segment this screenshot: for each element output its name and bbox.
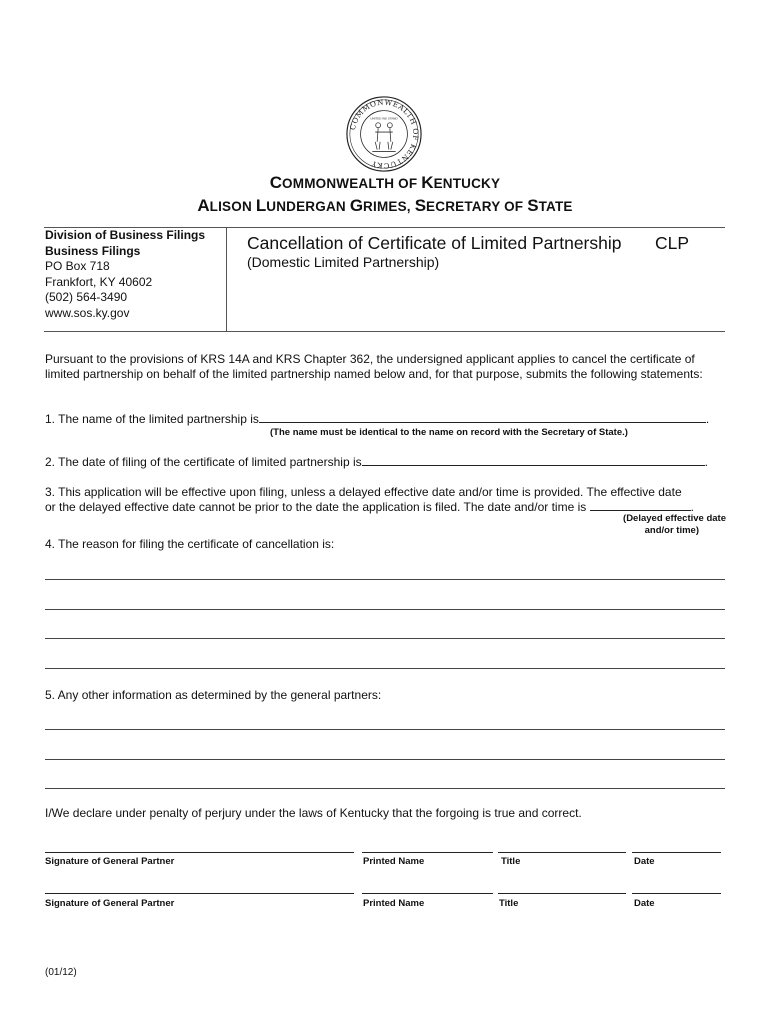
header-divider-vertical	[226, 228, 227, 332]
signature-label-2: Signature of General Partner	[45, 898, 175, 909]
title_line2_parts-rest-3: ECRETARY OF	[426, 199, 528, 214]
office-address-block	[45, 228, 205, 321]
item-4-label: 4. The reason for filing the certificate of cancellation is:	[45, 537, 335, 551]
printed-name-label-1: Printed Name	[363, 856, 425, 867]
title_line1_parts-cap-1: K	[421, 173, 434, 192]
date-label-2: Date	[634, 898, 655, 909]
printed-name-line-2[interactable]	[362, 893, 493, 894]
item-1-note: (The name must be identical to the name on record with the Secretary of State.)	[270, 427, 628, 438]
reason-line-1[interactable]	[45, 579, 725, 580]
date-line-2[interactable]	[632, 893, 721, 894]
item-2-period: .	[704, 455, 708, 469]
reason-line-2[interactable]	[45, 609, 725, 610]
reason-line-3[interactable]	[45, 638, 725, 639]
title-line-2[interactable]	[498, 893, 626, 894]
title_line1_parts-cap-0: C	[269, 173, 283, 192]
date-line-1[interactable]	[632, 852, 721, 853]
title_line2_parts-cap-3: S	[414, 196, 427, 215]
signature-line-1[interactable]	[45, 852, 354, 853]
phone-number: (502) 564-3490	[45, 290, 128, 304]
form-title: Cancellation of Certificate of Limited Partnership	[247, 233, 622, 253]
signature-line-2[interactable]	[45, 893, 354, 894]
item-3-period: .	[690, 500, 694, 514]
commonwealth-title	[0, 173, 770, 193]
title_line1_parts-rest-0: OMMONWEALTH OF	[282, 176, 422, 191]
header-divider-bottom	[44, 331, 725, 332]
item-3-line-1: 3. This application will be effective upon filing, unless a delayed effective date and/or time is provided. The effective date	[45, 485, 682, 499]
svg-text:COMMONWEALTH OF KENTUCKY: COMMONWEALTH OF KENTUCKY	[348, 97, 421, 171]
title-label-2: Title	[499, 898, 519, 909]
form-code: CLP	[655, 233, 690, 253]
title_line2_parts-rest-2: RIMES,	[363, 199, 415, 214]
item-2-label: 2. The date of filing of the certificate of limited partnership is	[45, 455, 362, 469]
date-label-1: Date	[634, 856, 655, 867]
declaration: I/We declare under penalty of perjury under the laws of Kentucky that the forgoing is true and correct.	[45, 806, 582, 820]
secretary-of-state-title	[0, 196, 770, 216]
intro-paragraph: Pursuant to the provisions of KRS 14A and KRS Chapter 362, the undersigned applicant applies to cancel the certificate of limited partnership on behalf of the limited partnership named below and, for that purpose, submits the following statements:	[45, 352, 703, 381]
title_line2_parts-rest-0: LISON	[209, 199, 256, 214]
other-info-line-2[interactable]	[45, 759, 725, 760]
title_line2_parts-cap-2: G	[349, 196, 364, 215]
item-1-label: 1. The name of the limited partnership is	[45, 412, 259, 426]
other-info-line-1[interactable]	[45, 729, 725, 730]
form-subtitle: (Domestic Limited Partnership)	[247, 254, 440, 270]
item-3-note-line-1: (Delayed effective date	[623, 513, 726, 524]
po-box: PO Box 718	[45, 259, 110, 273]
reason-line-4[interactable]	[45, 668, 725, 669]
printed-name-line-1[interactable]	[362, 852, 493, 853]
other-info-line-3[interactable]	[45, 788, 725, 789]
website: www.sos.ky.gov	[45, 305, 130, 320]
item-1-period: .	[705, 412, 710, 426]
item-3-label: or the delayed effective date cannot be prior to the date the application is filed. The date and/or time is	[45, 500, 587, 514]
city-state-zip: Frankfort, KY 40602	[45, 274, 153, 289]
partnership-name-field[interactable]	[259, 412, 706, 423]
title-label-1: Title	[501, 856, 521, 867]
item-2	[45, 455, 730, 470]
item-1	[45, 412, 730, 427]
title_line2_parts-cap-1: L	[255, 196, 267, 215]
item-3-note-line-2: and/or time)	[644, 525, 699, 536]
signature-label-1: Signature of General Partner	[45, 856, 175, 867]
delayed-effective-date-field[interactable]	[590, 500, 691, 511]
title-line-1[interactable]	[498, 852, 626, 853]
item-5-label: 5. Any other information as determined by the general partners:	[45, 688, 382, 702]
title_line2_parts-cap-0: A	[197, 196, 210, 215]
kentucky-seal-icon	[345, 95, 423, 173]
printed-name-label-2: Printed Name	[363, 898, 425, 909]
title_line2_parts-rest-1: UNDERGAN	[266, 199, 350, 214]
filing-date-field[interactable]	[362, 455, 705, 466]
svg-text:UNITED WE STAND: UNITED WE STAND	[370, 116, 398, 121]
revision-date: (01/12)	[45, 967, 77, 978]
section-name: Business Filings	[45, 243, 141, 258]
title_line2_parts-cap-4: S	[527, 196, 539, 215]
title_line2_parts-rest-4: TATE	[538, 199, 573, 214]
title_line1_parts-rest-1: ENTUCKY	[433, 176, 501, 191]
division-name: Division of Business Filings	[45, 228, 206, 242]
